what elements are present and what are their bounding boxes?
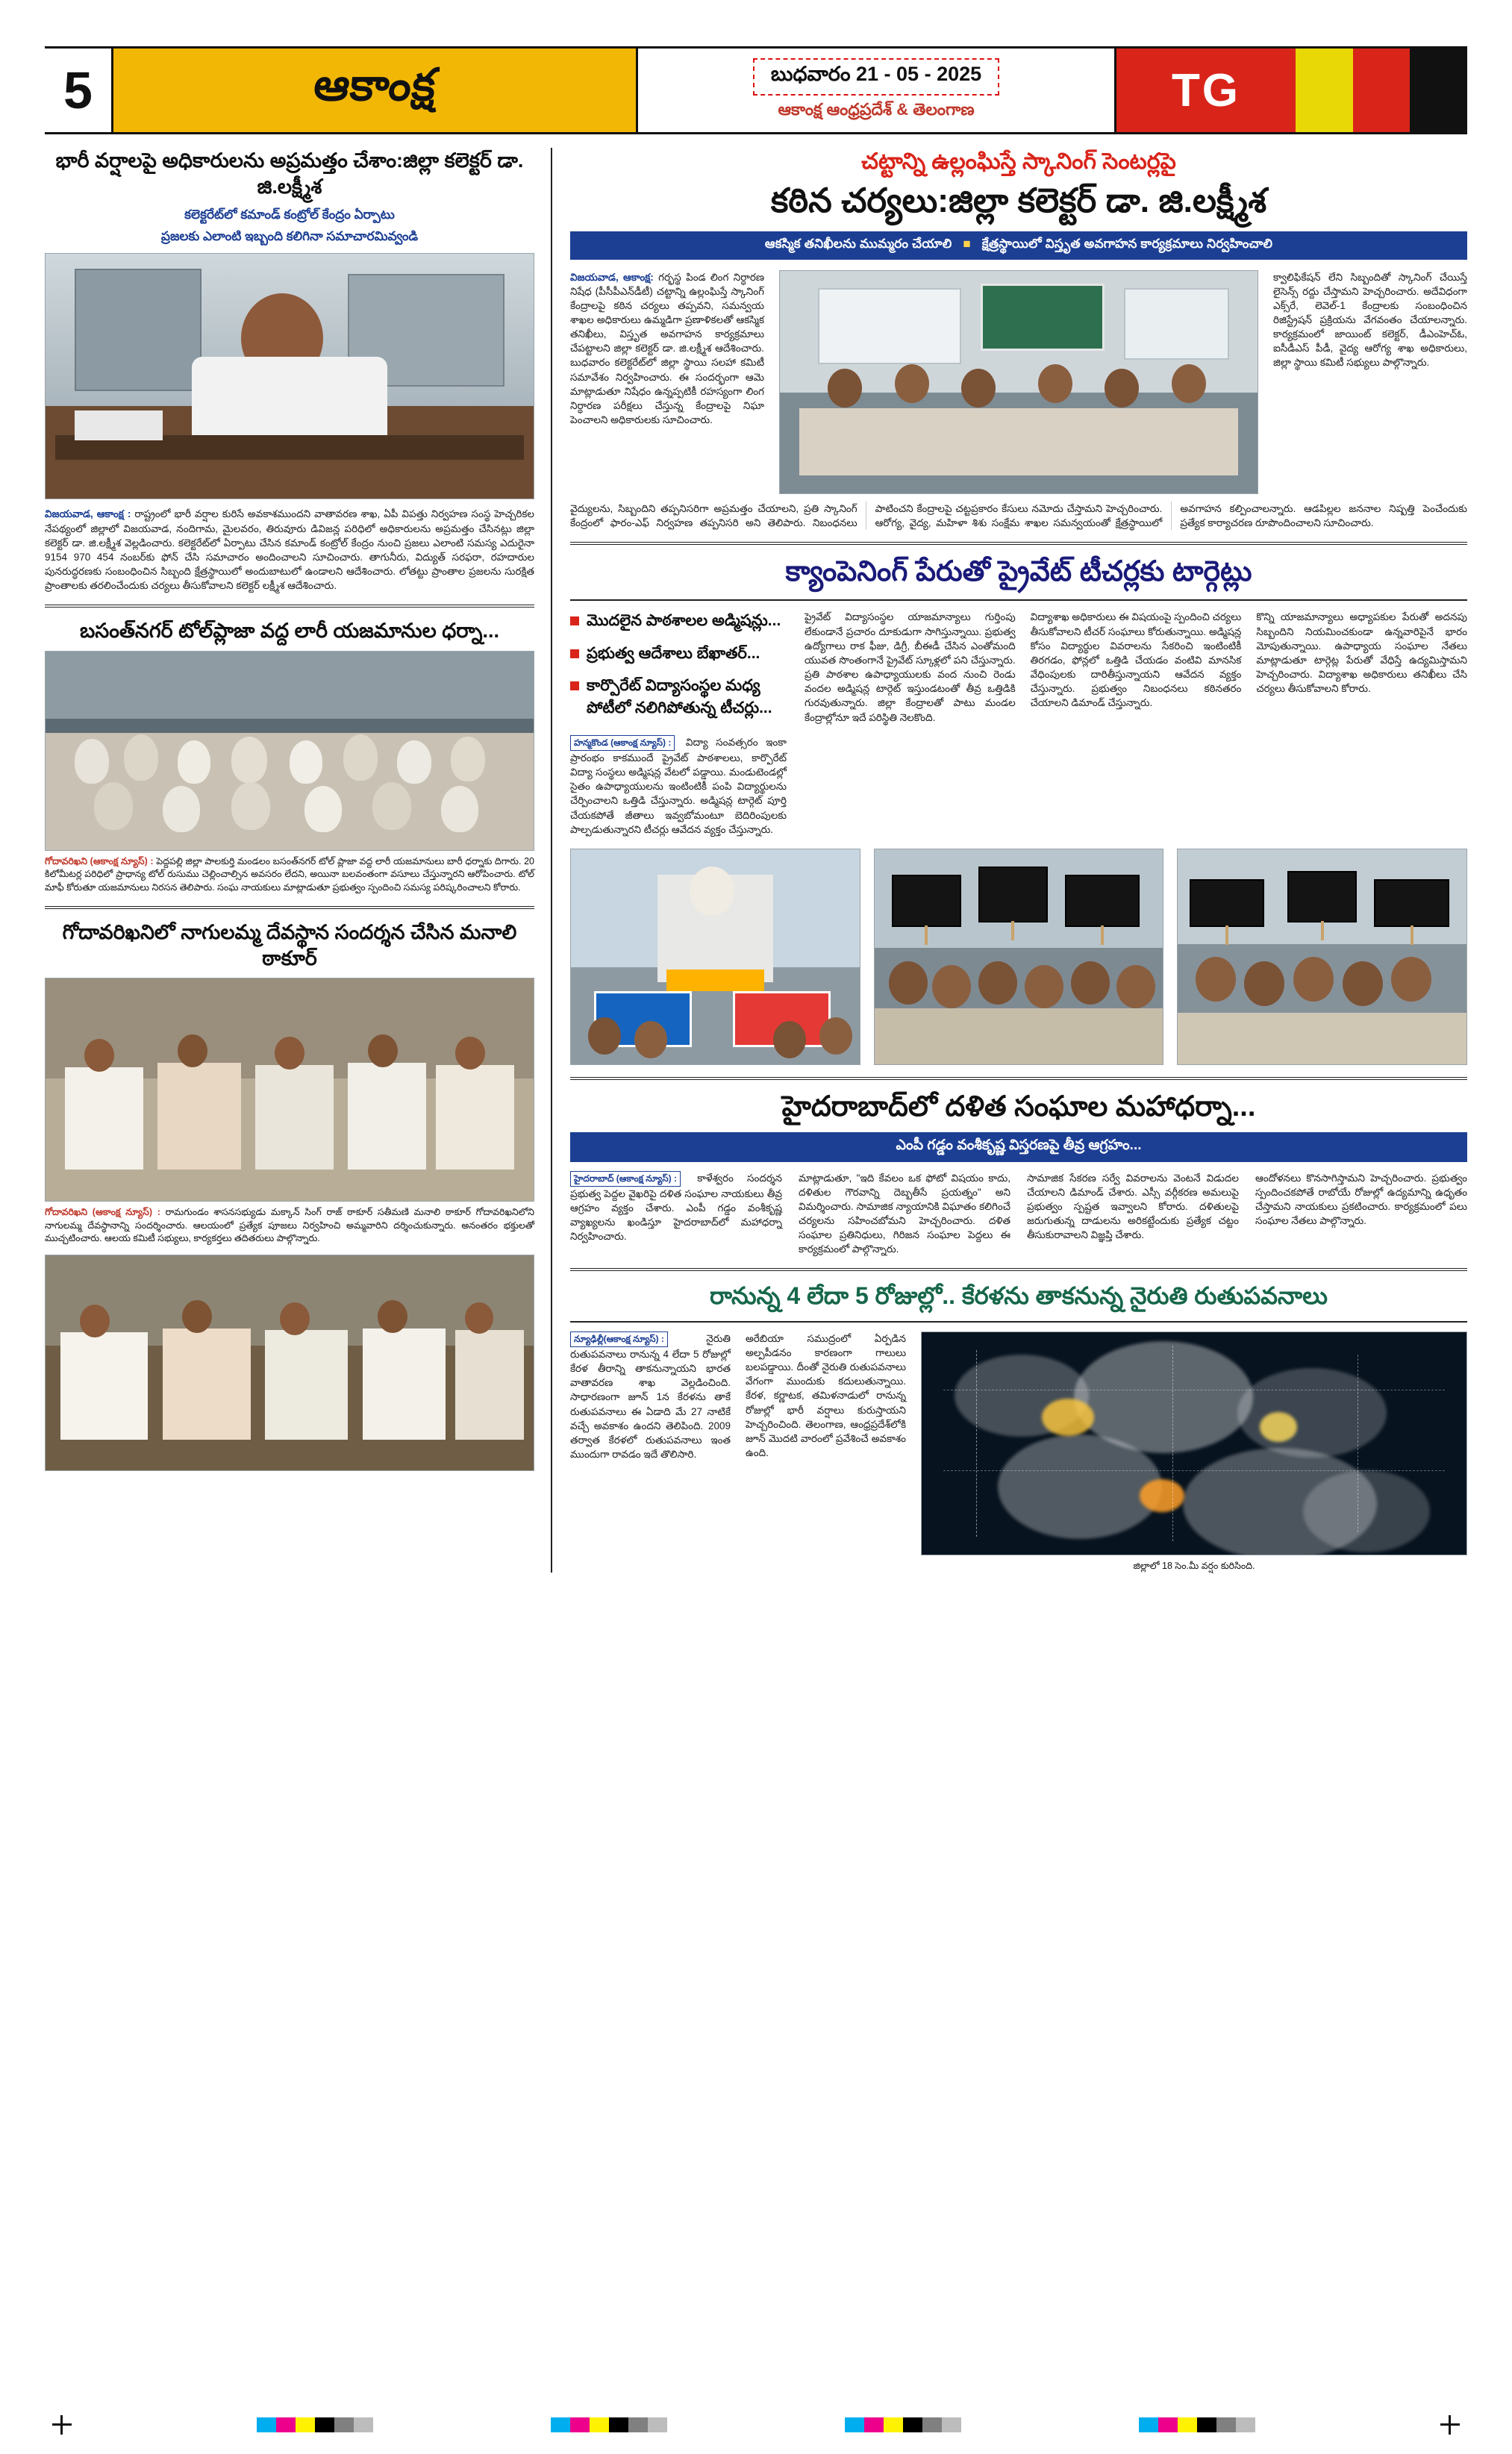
caption-credit: గోదావరిఖని (ఆకాంక్ష న్యూస్) : — [45, 855, 154, 867]
story-temple-visit — [45, 920, 534, 1471]
dalit-col-2: మాట్లాడుతూ, "ఇది కేవలం ఒక ఫోటో విషయం కాదు, దళితుల గౌరవాన్ని దెబ్బతీసే ప్రయత్నం" అని విమర్శించారు. సామాజిక న్యాయానికి విఘాతం కలిగించే చర్యలను సహించబోమని హెచ్చరించారు. దళిత సంఘాల ప్రతినిధులు, గిరిజన సంఘాల పెద్దలు ఈ కార్యక్రమంలో పాల్గొన్నారు. — [799, 1172, 1010, 1255]
dalit-col-1 — [570, 1171, 782, 1257]
page-number: 5 — [45, 49, 113, 132]
dharna-placards-photo-1 — [874, 849, 1164, 1065]
dalit-col-1-text: కాళేశ్వరం సందర్శన ప్రభుత్వ పెద్దల వైఖరిపై దళిత సంఘాల నాయకులు తీవ్ర ఆగ్రహం వ్యక్తం చేశారు. ఎంపీ గడ్డం వంశీకృష్ణ వ్యాఖ్యలను ఖండిస్తూ హైదరాబాద్‌లో మహాధర్నా నిర్వహించారు. — [570, 1172, 782, 1243]
lead-col-1-text: గర్భస్థ పిండ లింగ నిర్ధారణ నిషేధ (పీసీపీఎన్‌డీటీ) చట్టాన్ని ఉల్లంఘిస్తే స్కానింగ్ కేంద్రాలపై కఠిన చర్యలు తప్పవని, సమన్వయ శాఖల అధికారులు ఉమ్మడిగా ప్రణాళికలతో ఆకస్మిక తనిఖీలు, విస్తృత అవగాహన కార్యక్రమాలు చేపట్టాలని జిల్లా కలెక్టర్ డా. జి.లక్ష్మీశ ఆదేశించారు. బుధవారం కలెక్టరేట్‌లో జిల్లా స్థాయి సలహా కమిటీ సమావేశం నిర్వహించారు. ఈ సందర్భంగా ఆమె మాట్లాడుతూ నిషేధం ఉన్నప్పటికీ రహస్యంగా లింగ నిర్ధారణ పరీక్షలు చేస్తున్న కేంద్రాలపై నిఘా పెంచాలని అధికారులకు సూచించారు. — [570, 271, 764, 426]
bullet-list — [570, 610, 787, 729]
teachers-col-2: విద్యాశాఖ అధికారులు ఈ విషయంపై స్పందించి చర్యలు తీసుకోవాలని టీచర్ సంఘాలు కోరుతున్నాయి. అడ్మిషన్ల కోసం విద్యార్థుల వివరాలను సేకరించి ఇంటింటికీ తిరగడం, ఫోన్లలో ఒత్తిడి చేయడం వంటివి మానసిక వేధింపులకు దారితీస్తున్నాయని ఆవేదన వ్యక్తం చేస్తున్నారు. ప్రభుత్వం నిబంధనలు కఠినతరం చేయాలని డిమాండ్ చేస్తున్నారు. — [1030, 611, 1242, 709]
bullet-item: ప్రభుత్వ ఆదేశాలు బేఖాతర్... — [570, 643, 787, 664]
caption-text: రామగుండం శాసనసభ్యుడు మక్కాన్ సింగ్ రాజ్ ఠాకూర్ సతీమణి మనాలి ఠాకూర్ గోదావరిఖనిలోని నాగులమ్మ దేవస్థానాన్ని సందర్శించారు. ఆలయంలో ప్రత్యేక పూజలు నిర్వహించి అమ్మవారిని దర్శించుకున్నారు. అనంతరం భక్తులతో ముచ్చటించారు. ఆలయ కమిటీ సభ్యులు, కార్యకర్తలు తదితరులు పాల్గొన్నారు. — [45, 1207, 534, 1244]
masthead-date-block — [636, 49, 1116, 132]
registration-mark-icon — [52, 2415, 72, 2435]
section-title: హైదరాబాద్‌లో దళిత సంఘాల మహాధర్నా... — [781, 1090, 1256, 1123]
section-title: రానున్న 4 లేదా 5 రోజుల్లో.. కేరళను తాకనున్న నైరుతి రుతుపవనాలు — [710, 1282, 1328, 1310]
caption-credit: గోదావరిఖని (ఆకాంక్ష న్యూస్) : — [45, 1207, 160, 1218]
story-dalit-dharna — [570, 1090, 1467, 1257]
lead-subhead-bar — [570, 231, 1467, 260]
lead-kicker: చట్టాన్ని ఉల్లంఘిస్తే స్కానింగ్ సెంటర్లపై — [861, 149, 1176, 174]
lead-bar-left: ఆకస్మిక తనిఖీలను ముమ్మరం చేయాలి — [764, 236, 952, 251]
left-column — [45, 148, 552, 1573]
story-toll-plaza-protest — [45, 618, 534, 894]
section-title: క్యాంపెనింగ్ పేరుతో ప్రైవేట్ టీచర్లకు టార్గెట్లు — [785, 555, 1252, 587]
monsoon-col-1-text: నైరుతి రుతుపవనాలు రానున్న 4 లేదా 5 రోజుల్లో కేరళ తీరాన్ని తాకనున్నాయని భారత వాతావరణ శాఖ వెల్లడించింది. సాధారణంగా జూన్ 1న కేరళను తాకే రుతుపవనాలు ఈ ఏడాది మే 27 నాటికే వచ్చే అవకాశం ఉందని తెలిపింది. 2009 తర్వాత కేరళలో రుతుపవనాలు ఇంత ముందుగా రావడం ఇదే తొలిసారి. — [570, 1332, 731, 1460]
section-subbar: ఎంపీ గడ్డం వంశీకృష్ణ విస్తరణపై తీవ్ర ఆగ్రహం... — [570, 1132, 1467, 1162]
monsoon-col-1 — [570, 1331, 731, 1573]
lead-col-1 — [570, 270, 764, 494]
lead-col-3: క్వాలిఫికేషన్ లేని సిబ్బందితో స్కానింగ్ చేయిస్తే లైసెన్స్ రద్దు చేస్తామని హెచ్చరించారు. అదేవిధంగా ఎక్స్‌రే, లెవెల్-1 కేంద్రాలకు సంబంధించిన రిజిస్ట్రేషన్ ప్రక్రియను వేగవంతం చేయాలన్నారు. కార్యక్రమంలో జాయింట్ కలెక్టర్, డీఎంహెచ్‌ఓ, ఐసీడీఎస్ పీడీ, వైద్య ఆరోగ్య శాఖ అధికారులు, జిల్లా స్థాయి కమిటీ సభ్యులు పాల్గొన్నారు. — [1273, 271, 1467, 369]
registration-mark-icon — [1440, 2415, 1460, 2435]
toll-plaza-protest-photo — [45, 651, 534, 851]
color-swatch-group-4 — [1139, 2417, 1255, 2432]
lead-bar-right: క్షేత్రస్థాయిలో విస్తృత అవగాహన కార్యక్రమాలు నిర్వహించాలి — [981, 236, 1273, 251]
caption-text: పెద్దపల్లి జిల్లా పాలకుర్తి మండలం బసంత్‌నగర్ టోల్ ప్లాజా వద్ద లారీ యజమానులు బారీ ధర్నాకు దిగారు. 20 కిలోమీటర్ల పరిధిలో ప్రాధాన్య టోల్ రుసుము చెల్లించాల్సిన అవసరం లేదని, అయినా బలవంతంగా వసూలు చేస్తున్నారని ఆరోపించారు. టోల్ మాఫీ కోరుతూ యజమానులు నిరసన తెలిపారు. సంఘ నాయకులు మాట్లాడుతూ ప్రభుత్వం స్పందించి సమస్య పరిష్కరించాలని కోరారు. — [45, 855, 534, 893]
story-headline: బసంత్‌నగర్ టోల్‌ప్లాజా వద్ద లారీ యజమానుల ధర్నా... — [80, 619, 499, 643]
collector-meeting-photo — [779, 270, 1258, 494]
dalit-col-3: సామాజిక సేకరణ సర్వే వివరాలను వెంటనే విడుదల చేయాలని డిమాండ్ చేశారు. ఎస్సీ వర్గీకరణ అమలుపై ప్రభుత్వం స్పష్టత ఇవ్వాలని కోరారు. దళితులపై జరుగుతున్న దాడులను అరికట్టేందుకు ప్రత్యేక చట్టం తీసుకురావాలని విజ్ఞప్తి చేశారు. — [1027, 1172, 1239, 1241]
teachers-col-1 — [805, 610, 1016, 729]
region-tag: TG — [1116, 49, 1296, 132]
color-swatch-group-2 — [551, 2417, 667, 2432]
photo-caption — [45, 1206, 534, 1246]
temple-visit-photo-1 — [45, 978, 534, 1202]
teachers-col-0 — [570, 735, 787, 837]
monsoon-credit: న్యూఢిల్లీ(ఆకాంక్ష న్యూస్) : — [570, 1331, 668, 1347]
monsoon-col-2: అరేబియా సముద్రంలో ఏర్పడిన అల్పపీడనం కారణంగా గాలులు బలపడ్డాయి. దీంతో నైరుతి రుతుపవనాలు వేగంగా ముందుకు కదులుతున్నాయి. కేరళ, కర్ణాటక, తమిళనాడులో రానున్న రోజుల్లో భారీ వర్షాలు కురుస్తాయని హెచ్చరించింది. తెలంగాణ, ఆంధ్రప్రదేశ్‌లోకి జూన్ మొదటి వారంలో ప్రవేశించే అవకాశం ఉంది. — [746, 1332, 906, 1459]
print-registration-bars — [45, 2415, 1467, 2435]
dalit-credit: హైదరాబాద్ (ఆకాంక్ష న్యూస్) : — [570, 1171, 681, 1187]
collector-interview-photo — [45, 253, 534, 499]
bullet-item: కార్పొరేట్ విద్యాసంస్థల మధ్య పోటీలో నలిగిపోతున్న టీచర్లు... — [570, 675, 787, 719]
right-column — [552, 148, 1467, 1573]
story-collector-rains — [45, 148, 534, 593]
teachers-col-0-text: విద్యా సంవత్సరం ఇంకా ప్రారంభం కాకముందే ప్రైవేట్ పాఠశాలలు, కార్పొరేట్ విద్యా సంస్థలు అడ్మిషన్ల వేటలో పడ్డాయి. మండుటెండల్లో సైతం ఉపాధ్యాయులను ఇంటింటికీ పంపి విద్యార్థులను చేర్పించాలని ఒత్తిడి చేస్తున్నారు. అడ్మిషన్ల టార్గెట్ పూర్తి చేయకపోతే జీతాలు ఇవ్వబోమంటూ బెదిరింపులకు పాల్పడుతున్నారని టీచర్లు ఆవేదన వ్యక్తం చేస్తున్నారు. — [570, 736, 787, 835]
date-line: బుధవారం 21 - 05 - 2025 — [753, 58, 999, 96]
satellite-rainfall-map — [921, 1331, 1467, 1555]
color-swatch-group-1 — [257, 2417, 373, 2432]
dalit-col-4: ఆందోళనలు కొనసాగిస్తామని హెచ్చరించారు. ప్రభుత్వం స్పందించకపోతే రాబోయే రోజుల్లో ఉద్యమాన్ని ఉధృతం చేస్తామని నాయకులు ప్రకటించారు. కార్యక్రమంలో పలు సంఘాల నేతలు పాల్గొన్నారు. — [1255, 1172, 1467, 1226]
story-headline: భారీ వర్షాలపై అధికారులను అప్రమత్తం చేశాం:జిల్లా కలెక్టర్ డా. జి.లక్ష్మీశ — [55, 149, 524, 199]
masthead — [45, 46, 1467, 134]
story-subhead-1: కలెక్టరేట్‌లో కమాండ్ కంట్రోల్ కేంద్రం ఏర్పాటు — [184, 207, 395, 222]
color-swatch-group-3 — [845, 2417, 961, 2432]
logo-text: ఆకాంక్ష — [311, 60, 440, 110]
edition-line: ఆకాంక్ష ఆంధ్రప్రదేశ్ & తెలంగాణ — [778, 99, 975, 119]
lead-col-2: వైద్యులను, సిబ్బందిని తప్పనిసరిగా అప్రమత్తం చేయాలని, ప్రతి స్కానింగ్ కేంద్రంలో ఫారం-ఎఫ్ నిర్వహణ తప్పనిసరి అని తెలిపారు. నిబంధనలు పాటించని కేంద్రాలపై చట్టప్రకారం కేసులు నమోదు చేస్తామని హెచ్చరించారు. ఆరోగ్య, వైద్య, మహిళా శిశు సంక్షేమ శాఖల సమన్వయంతో క్షేత్రస్థాయిలో అవగాహన కల్పించాలన్నారు. ఆడపిల్లల జననాల నిష్పత్తి పెంచేందుకు ప్రత్యేక కార్యాచరణ రూపొందించాలని సూచించారు. — [570, 502, 1467, 528]
publication-logo — [113, 49, 636, 132]
lead-story — [570, 148, 1467, 530]
story-body-text: రాష్ట్రంలో భారీ వర్షాల కురిసే అవకాశముందని వాతావరణ శాఖ, ఏపీ విపత్తు నిర్వహణ సంస్థ హెచ్చరికల నేపథ్యంలో జిల్లాలో విజయవాడ, నందిగామ, మైలవరం, తిరువూరు డివిజన్ల పరిధిలో అధికారులను అప్రమత్తం చేసినట్లు జిల్లా కలెక్టర్ డా. జి.లక్ష్మీశ వెల్లడించారు. కలెక్టరేట్‌లో ఏర్పాటు చేసిన కమాండ్ కంట్రోల్ కేంద్రం నుంచి ప్రజలు ఎలాంటి సమస్య ఎదురైనా 9154 970 454 నంబర్‌కు ఫోన్ చేసి సమాచారం అందించాలని సూచించారు. తాగునీరు, విద్యుత్ సరఫరా, రహదారుల పునరుద్ధరణకు సంబంధించిన సిబ్బంది క్షేత్రస్థాయిలో అందుబాటులో ఉండాలని ఆదేశించారు. లోతట్టు ప్రాంతాల ప్రజలను సురక్షిత ప్రాంతాలకు తరలించేందుకు చర్యలు తీసుకోవాలని కలెక్టర్ లక్ష్మీశ ఆదేశించారు. — [45, 508, 534, 592]
map-caption: జిల్లాలో 18 సెం.మీ వర్షం కురిసింది. — [1133, 1560, 1255, 1571]
photo-caption — [45, 855, 534, 895]
story-monsoon — [570, 1281, 1467, 1573]
page-content — [45, 148, 1467, 1573]
teachers-credit: హన్మకొండ (ఆకాంక్ష న్యూస్) : — [570, 735, 675, 751]
story-headline: గోదావరిఖనిలో నాగులమ్మ దేవస్థాన సందర్శన చేసిన మనాలి ఠాకూర్ — [62, 921, 517, 970]
teachers-col-3: కొన్ని యాజమాన్యాలు అధ్యాపకుల పేరుతో అదనపు సిబ్బందిని నియమించకుండా ఉన్నవారిపైనే భారం మోపుతున్నాయి. ఉపాధ్యాయ సంఘాల నేతలు మాట్లాడుతూ టార్గెట్ల పేరుతో వేధిస్తే ఉద్యమిస్తామని హెచ్చరించారు. విద్యాశాఖ అధికారులు తనిఖీలు చేసి చర్యలు తీసుకోవాలని కోరారు. — [1256, 611, 1468, 695]
flag-graphic — [1296, 49, 1467, 132]
lead-dateline: విజయవాడ, ఆకాంక్ష: — [570, 271, 654, 283]
bullet-item: మొదలైన పాఠశాలల అడ్మిషన్లు... — [570, 610, 787, 631]
story-subhead-2: ప్రజలకు ఎలాంటి ఇబ్బంది కలిగినా సమాచారమివ్వండి — [160, 228, 419, 243]
temple-visit-photo-2 — [45, 1255, 534, 1471]
lead-title: కఠిన చర్యలు:జిల్లా కలెక్టర్ డా. జి.లక్ష్మీశ — [770, 181, 1267, 219]
story-body — [45, 507, 534, 593]
lead-bar-separator-icon: ■ — [963, 236, 971, 251]
dharna-placards-photo-2 — [1177, 849, 1467, 1065]
teachers-col-1-text: ప్రైవేట్ విద్యాసంస్థల యాజమాన్యాలు గుర్తింపు లేకుండానే ప్రచారం దూకుడుగా సాగిస్తున్నాయి. ప్రభుత్వ ఉద్యోగాలు రాక ఫీజు, డిగ్రీ, బీఈడీ చేసిన ఎంతోమంది యువత సొంతంగానే ప్రైవేట్ స్కూళ్లలో పని చేస్తున్నారు. ప్రతి పాఠశాల ఉపాధ్యాయులకు వంద నుంచి రెండు వందల అడ్మిషన్ల టార్గెట్ ఇస్తుండటంతో తీవ్ర ఒత్తిడికి గురవుతున్నారు. జిల్లా కేంద్రాలతో పాటు మండల కేంద్రాల్లోనూ ఇదే పరిస్థితి నెలకొంది. — [805, 611, 1016, 723]
newspaper-page — [0, 46, 1512, 2454]
story-private-teachers — [570, 555, 1467, 1065]
teachers-photo-row — [570, 849, 1467, 1065]
story-dateline: విజయవాడ, ఆకాంక్ష : — [45, 508, 131, 520]
statue-garland-photo — [570, 849, 860, 1065]
